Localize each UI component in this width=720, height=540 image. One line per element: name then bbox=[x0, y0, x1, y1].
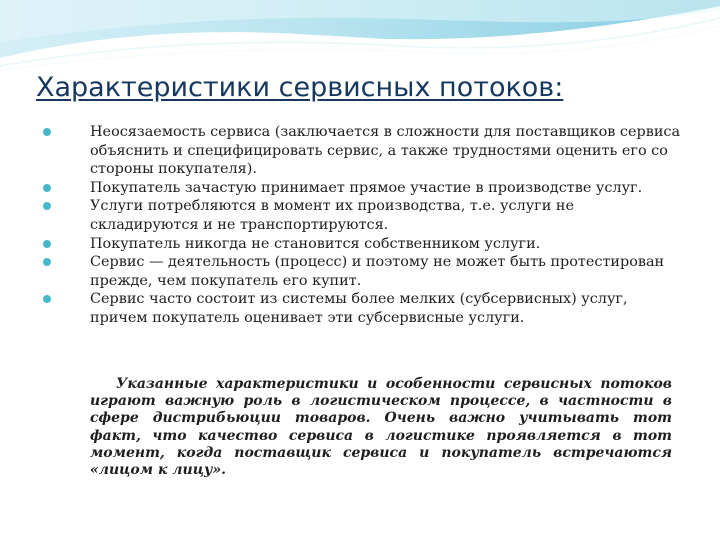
list-item-text: Услуги потребляются в момент их производства, т.е. услуги не складируются и не транспортируются. bbox=[90, 198, 574, 233]
header-wave-decoration bbox=[0, 0, 720, 75]
list-item bbox=[42, 179, 682, 198]
list-item-text: Сервис — деятельность (процесс) и поэтому не может быть протестирован прежде, чем покупатель его купит. bbox=[90, 254, 665, 289]
list-item bbox=[42, 123, 682, 179]
bullet-dot-icon bbox=[43, 128, 51, 136]
list-item-text: Покупатель зачастую принимает прямое участие в производстве услуг. bbox=[90, 179, 643, 196]
list-item-text: Сервис часто состоит из системы более мелких (субсервисных) услуг, причем покупатель оценивает эти субсервисные услуги. bbox=[90, 291, 628, 326]
bullet-dot-icon bbox=[43, 202, 51, 210]
bullet-dot-icon bbox=[43, 184, 51, 192]
characteristics-list bbox=[42, 123, 682, 328]
bullet-dot-icon bbox=[43, 258, 51, 266]
bullet-dot-icon bbox=[43, 240, 51, 248]
list-item bbox=[42, 197, 682, 234]
bullet-dot-icon bbox=[43, 295, 51, 303]
list-item bbox=[42, 253, 682, 290]
list-item bbox=[42, 290, 682, 327]
list-item-text: Покупатель никогда не становится собственником услуги. bbox=[90, 235, 541, 252]
slide-title: Характеристики сервисных потоков: bbox=[36, 72, 564, 103]
list-item-text: Неосязаемость сервиса (заключается в сложности для поставщиков сервиса объяснить и специфицировать сервис, а также трудностями оценить его со стороны покупателя). bbox=[90, 124, 681, 178]
list-item bbox=[42, 235, 682, 254]
summary-paragraph: Указанные характеристики и особенности сервисных потоков играют важную роль в логистическом процессе, в частности в сфере дистрибьюции товаров. Очень важно учитывать тот факт, что качество сервиса в логистике проявляется в тот момент, когда поставщик сервиса и покупатель встречаются «лицом к лицу». bbox=[90, 376, 672, 479]
